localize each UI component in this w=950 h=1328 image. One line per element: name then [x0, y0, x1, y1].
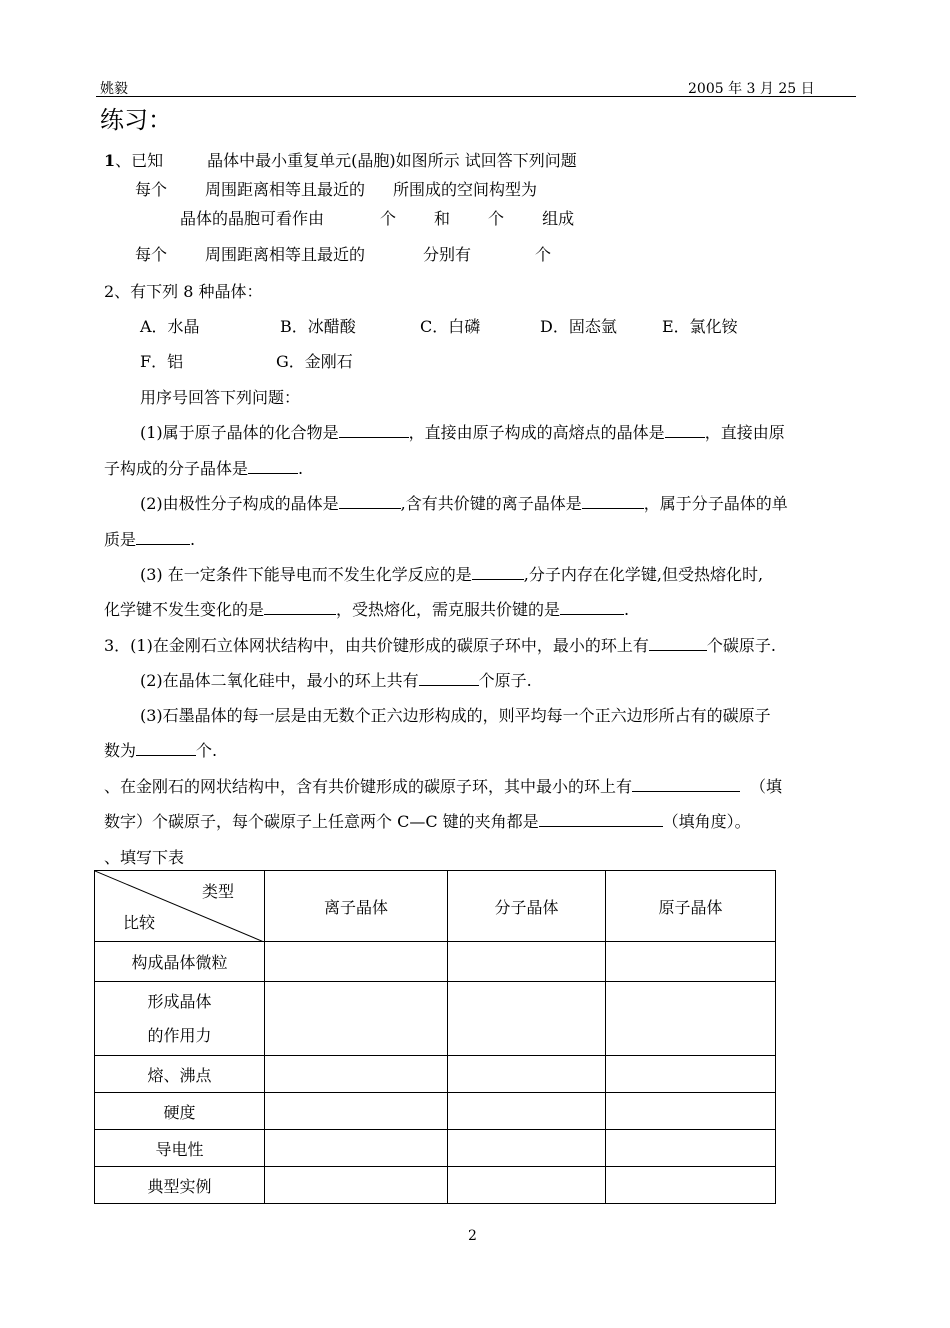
blank[interactable]	[582, 492, 644, 509]
q4-b: （填	[750, 777, 783, 796]
table-cell[interactable]	[606, 1167, 776, 1204]
column-header-ionic: 离子晶体	[265, 871, 448, 942]
q2-p1-e: .	[298, 459, 304, 478]
q2-p2-d: 质是	[104, 530, 137, 549]
table-cell[interactable]	[606, 1093, 776, 1130]
q2-p1-c: ，直接由原	[704, 423, 785, 442]
table-cell[interactable]	[606, 1130, 776, 1167]
q1-l2-a: 每个	[135, 180, 168, 199]
q3-p3-line1: (3)石墨晶体的每一层是由无数个正六边形构成的，则平均每一个正六边形所占有的碳原子	[140, 706, 771, 725]
blank[interactable]	[136, 528, 190, 545]
table-cell[interactable]	[265, 982, 448, 1056]
table-cell[interactable]	[265, 1056, 448, 1093]
q1-l3-a: 晶体的晶胞可看作由	[180, 209, 325, 228]
blank[interactable]	[632, 775, 740, 792]
q3-p3-line2	[104, 738, 217, 761]
q2-p3-a: (3) 在一定条件下能导电而不发生化学反应的是	[140, 565, 472, 584]
q2-p2-b: ,含有共价键的离子晶体是	[400, 494, 582, 513]
row-header: 导电性	[95, 1130, 265, 1167]
blank[interactable]	[649, 634, 707, 651]
column-header-molecular: 分子晶体	[448, 871, 606, 942]
table-cell[interactable]	[265, 942, 448, 982]
corner-compare-label: 比较	[123, 913, 156, 932]
header-author: 姚毅	[100, 81, 128, 97]
table-corner-cell	[95, 871, 265, 942]
q1-line2	[135, 177, 537, 200]
q4-line2	[104, 809, 751, 832]
table-cell[interactable]	[448, 1093, 606, 1130]
table-cell[interactable]	[606, 982, 776, 1056]
q3-p1	[104, 633, 776, 656]
q1-number: 1	[104, 151, 116, 170]
q4-c: 数字）个碳原子，每个碳原子上任意两个 C—C 键的夹角都是	[104, 812, 539, 831]
q1-l3-e: 组成	[542, 209, 575, 228]
q2-p2-e: .	[190, 530, 196, 549]
table-cell[interactable]	[448, 1167, 606, 1204]
blank[interactable]	[339, 421, 409, 438]
q2-p1-b: ，直接由原子构成的高熔点的晶体是	[408, 423, 665, 442]
q2-p1-d: 子构成的分子晶体是	[104, 459, 249, 478]
table-cell[interactable]	[448, 982, 606, 1056]
q3-p3-c: 个.	[196, 741, 218, 760]
q2-p2-a: (2)由极性分子构成的晶体是	[140, 494, 339, 513]
q3-p1-b: 个碳原子.	[706, 636, 776, 655]
q2-p3-b: ,分子内存在化学键,但受热熔化时,	[523, 565, 764, 584]
q1-l4-d: 个	[535, 245, 552, 264]
row-header: 构成晶体微粒	[95, 942, 265, 982]
q2-p1-line2	[104, 456, 303, 479]
header-rule	[96, 96, 856, 97]
q1-line4	[135, 242, 551, 265]
q1-l3-d: 个	[488, 209, 505, 228]
diagonal-line	[95, 871, 264, 942]
q5-intro: 、填写下表	[104, 848, 185, 867]
table-cell[interactable]	[448, 942, 606, 982]
blank[interactable]	[560, 598, 624, 615]
table-cell[interactable]	[448, 1056, 606, 1093]
row-header: 典型实例	[95, 1167, 265, 1204]
q2-p3-line1	[140, 562, 763, 585]
q1-line3	[180, 206, 574, 229]
row-header: 熔、沸点	[95, 1056, 265, 1093]
q2-option-g: G．金刚石	[276, 352, 353, 371]
header-date: 2005 年 3 月 25 日	[688, 81, 815, 97]
table-cell[interactable]	[448, 1130, 606, 1167]
q2-option-e: E．氯化铵	[662, 317, 738, 336]
q2-p1-line1	[140, 420, 785, 443]
q2-intro: 2、有下列 8 种晶体：	[104, 282, 263, 301]
q1-l3-b: 个	[380, 209, 397, 228]
row-header	[95, 982, 265, 1056]
blank[interactable]	[264, 598, 336, 615]
q2-option-a: A．水晶	[140, 317, 200, 336]
q3-p2-a: (2)在晶体二氧化硅中，最小的环上共有	[140, 671, 419, 690]
table-cell[interactable]	[265, 1167, 448, 1204]
q2-p3-c: 化学键不发生变化的是	[104, 600, 265, 619]
blank[interactable]	[339, 492, 401, 509]
q3-p2-b: 个原子.	[478, 671, 532, 690]
table-cell[interactable]	[606, 942, 776, 982]
q1-l4-c: 分别有	[423, 245, 472, 264]
comparison-table	[94, 870, 776, 1204]
q2-p3-line2	[104, 597, 629, 620]
q2-option-f: F．铝	[140, 352, 184, 371]
table-cell[interactable]	[265, 1130, 448, 1167]
q1-l2-b: 周围距离相等且最近的	[205, 180, 366, 199]
q2-p1-a: (1)属于原子晶体的化合物是	[140, 423, 339, 442]
q2-p3-e: .	[624, 600, 630, 619]
q1-l3-c: 和	[434, 209, 451, 228]
corner-type-label: 类型	[201, 882, 234, 901]
table-cell[interactable]	[265, 1093, 448, 1130]
q2-p2-c: ，属于分子晶体的单	[643, 494, 788, 513]
q2-option-b: B．冰醋酸	[280, 317, 356, 336]
q1-text-a: 、已知	[115, 151, 164, 170]
q2-p3-d: ，受热熔化，需克服共价键的是	[336, 600, 561, 619]
q4-a: 、在金刚石的网状结构中，含有共价键形成的碳原子环，其中最小的环上有	[104, 777, 633, 796]
blank[interactable]	[665, 421, 705, 438]
blank[interactable]	[472, 563, 524, 580]
page-title: 练习：	[100, 106, 172, 134]
q1-line1	[104, 148, 577, 171]
q2-option-d: D．固态氩	[540, 317, 617, 336]
blank[interactable]	[248, 457, 298, 474]
q1-text-b: 晶体中最小重复单元(晶胞)如图所示 试回答下列问题	[207, 151, 577, 170]
blank[interactable]	[419, 669, 479, 686]
blank[interactable]	[136, 739, 196, 756]
q1-l4-b: 周围距离相等且最近的	[205, 245, 366, 264]
table-cell[interactable]	[606, 1056, 776, 1093]
blank[interactable]	[539, 810, 663, 827]
page-number: 2	[468, 1228, 477, 1244]
q3-p1-a: 3．(1)在金刚石立体网状结构中，由共价键形成的碳原子环中，最小的环上有	[104, 636, 649, 655]
q4-d: （填角度）。	[662, 812, 751, 831]
q3-p2	[140, 668, 532, 691]
q2-p2-line1	[140, 491, 788, 514]
q1-l4-a: 每个	[135, 245, 168, 264]
row-header: 硬度	[95, 1093, 265, 1130]
q2-option-c: C．白磷	[420, 317, 481, 336]
q2-p2-line2	[104, 527, 195, 550]
q3-p3-b: 数为	[104, 741, 137, 760]
q1-l2-c: 所围成的空间构型为	[393, 180, 538, 199]
q2-prompt: 用序号回答下列问题：	[140, 388, 301, 407]
row-header-line: 形成晶体	[147, 991, 212, 1011]
row-header-line: 的作用力	[147, 1025, 212, 1045]
q4-line1	[104, 774, 782, 797]
column-header-atomic: 原子晶体	[606, 871, 776, 942]
